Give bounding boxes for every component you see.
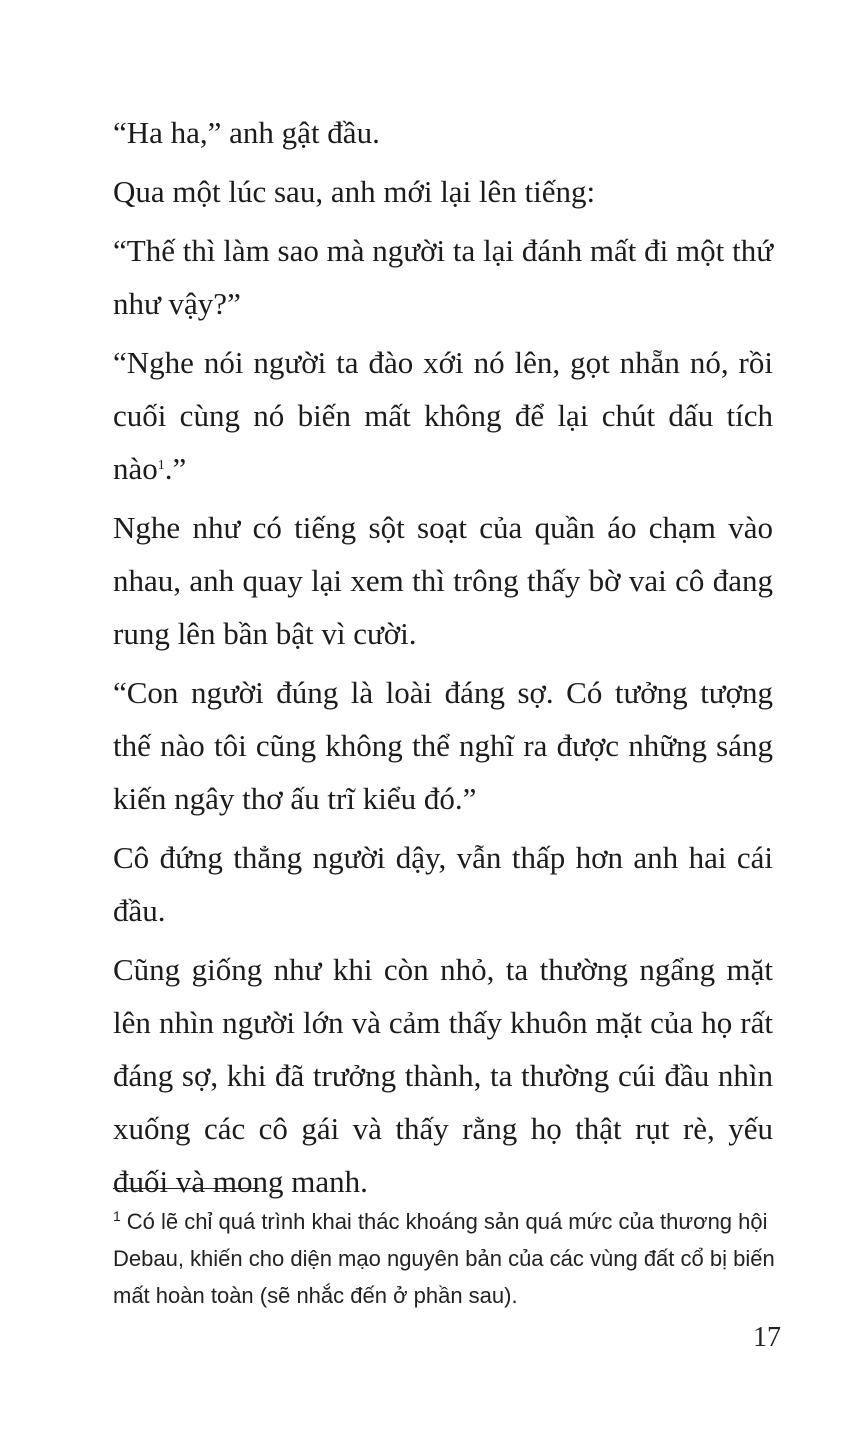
paragraph-4-tail: .” (164, 451, 187, 486)
paragraph-6: “Con người đúng là loài đáng sợ. Có tưởng tượng thế nào tôi cũng không thể nghĩ ra được những sáng kiến ngây thơ ấu trĩ kiểu đó.” (113, 675, 773, 816)
paragraph-2: Qua một lúc sau, anh mới lại lên tiếng: (113, 174, 596, 209)
footnote-reference[interactable]: 1 (157, 458, 165, 473)
paragraph-3: “Thế thì làm sao mà người ta lại đánh mất đi một thứ như vậy?” (113, 233, 773, 321)
paragraph-4-text: “Nghe nói người ta đào xới nó lên, gọt nhẵn nó, rồi cuối cùng nó biến mất không để lại chút dấu tích nào (113, 345, 773, 486)
page-number: 17 (753, 1322, 781, 1353)
paragraph-1: “Ha ha,” anh gật đầu. (113, 115, 380, 150)
footnote-mark: 1 (113, 1208, 121, 1224)
footnote-text: Có lẽ chỉ quá trình khai thác khoáng sản quá mức của thương hội Debau, khiến cho diện mạo nguyên bản của các vùng đất cổ bị biến mất hoàn toàn (sẽ nhắc đến ở phần sau). (113, 1209, 775, 1308)
footnote-divider (113, 1188, 259, 1189)
footnote (113, 1198, 775, 1314)
paragraph-8: Cũng giống như khi còn nhỏ, ta thường ngẩng mặt lên nhìn người lớn và cảm thấy khuôn mặt của họ rất đáng sợ, khi đã trưởng thành, ta thường cúi đầu nhìn xuống các cô gái và thấy rằng họ thật rụt rè, yếu đuối và mong manh. (113, 952, 773, 1199)
paragraph-7: Cô đứng thẳng người dậy, vẫn thấp hơn anh hai cái đầu. (113, 840, 773, 928)
paragraph-5: Nghe như có tiếng sột soạt của quần áo chạm vào nhau, anh quay lại xem thì trông thấy bờ vai cô đang rung lên bần bật vì cười. (113, 510, 773, 651)
paragraph-4 (113, 336, 773, 495)
body-text (113, 106, 773, 1208)
